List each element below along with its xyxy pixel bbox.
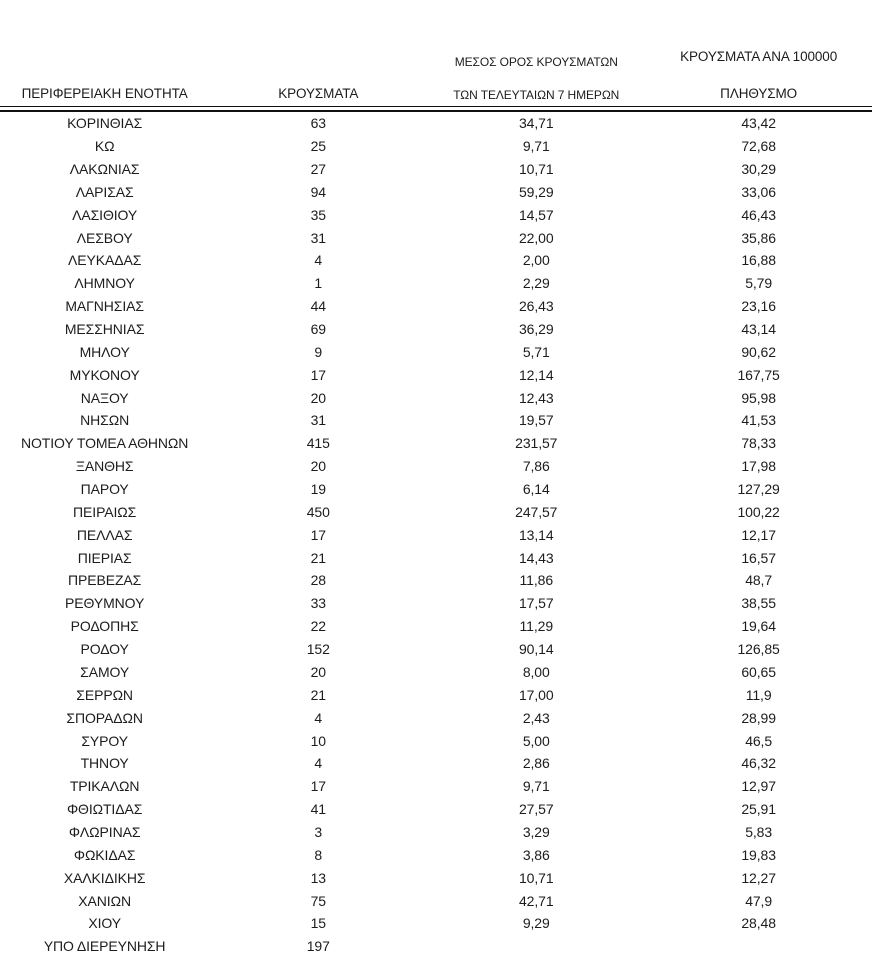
avg-7day-cell: 2,86 bbox=[522, 755, 550, 772]
region-cell: ΣΥΡΟΥ bbox=[81, 732, 128, 749]
per-100k-cell: 12,17 bbox=[741, 526, 776, 543]
region-cell: ΤΗΝΟΥ bbox=[80, 755, 129, 772]
cases-cell: 450 bbox=[306, 503, 330, 520]
cases-cell: 17 bbox=[310, 366, 326, 383]
per-100k-cell: 38,55 bbox=[741, 595, 776, 612]
avg-7day-cell: 7,86 bbox=[522, 458, 550, 475]
cases-cell: 35 bbox=[310, 206, 326, 223]
header-cases: ΚΡΟΥΣΜΑΤΑ bbox=[278, 85, 359, 101]
per-100k-cell: 78,33 bbox=[741, 435, 776, 452]
avg-7day-cell: 90,14 bbox=[518, 641, 554, 658]
table-row bbox=[0, 569, 872, 592]
cases-cell: 13 bbox=[310, 869, 326, 886]
per-100k-cell: 19,64 bbox=[741, 618, 776, 635]
table-row bbox=[0, 158, 872, 181]
avg-7day-cell: 5,00 bbox=[522, 732, 550, 749]
table-row bbox=[0, 455, 872, 478]
cases-cell: 152 bbox=[306, 641, 330, 658]
table-row bbox=[0, 272, 872, 295]
avg-7day-cell: 10,71 bbox=[518, 869, 554, 886]
region-cell: ΦΘΙΩΤΙΔΑΣ bbox=[66, 801, 143, 818]
per-100k-cell: 12,27 bbox=[741, 869, 776, 886]
cases-cell: 19 bbox=[310, 481, 326, 498]
cases-cell: 4 bbox=[314, 252, 323, 269]
region-cell: ΛΑΣΙΘΙΟΥ bbox=[72, 206, 138, 223]
header-avg-7day-line1: ΜΕΣΟΣ ΟΡΟΣ ΚΡΟΥΣΜΑΤΩΝ bbox=[454, 55, 618, 70]
per-100k-cell: 48,7 bbox=[745, 572, 773, 589]
avg-7day-cell: 59,29 bbox=[518, 183, 554, 200]
region-cell: ΛΑΚΩΝΙΑΣ bbox=[69, 161, 140, 178]
header-avg-7day-line2: ΤΩΝ ΤΕΛΕΥΤΑΙΩΝ 7 ΗΜΕΡΩΝ bbox=[453, 87, 620, 102]
cases-cell: 28 bbox=[310, 572, 326, 589]
cases-cell: 1 bbox=[314, 275, 323, 292]
region-cell: ΠΕΙΡΑΙΩΣ bbox=[73, 503, 137, 520]
cases-cell: 15 bbox=[310, 915, 326, 932]
table-row bbox=[0, 729, 872, 752]
cases-cell: 27 bbox=[310, 161, 326, 178]
region-cell: ΦΛΩΡΙΝΑΣ bbox=[68, 823, 141, 840]
region-cell: ΞΑΝΘΗΣ bbox=[75, 458, 134, 475]
table-row bbox=[0, 843, 872, 866]
region-cell: ΦΩΚΙΔΑΣ bbox=[73, 846, 136, 863]
region-cell: ΚΩ bbox=[94, 138, 115, 155]
table-row bbox=[0, 112, 872, 135]
region-cell: ΛΕΥΚΑΔΑΣ bbox=[68, 252, 142, 269]
avg-7day-cell: 2,43 bbox=[522, 709, 550, 726]
table-row bbox=[0, 432, 872, 455]
avg-7day-cell: 2,00 bbox=[522, 252, 550, 269]
per-100k-cell: 17,98 bbox=[741, 458, 776, 475]
cases-cell: 69 bbox=[310, 321, 326, 338]
per-100k-cell: 127,29 bbox=[737, 481, 780, 498]
avg-7day-cell: 247,57 bbox=[515, 503, 558, 520]
cases-cell: 25 bbox=[310, 138, 326, 155]
header-per-100k-line1: ΚΡΟΥΣΜΑΤΑ ΑΝΑ 100000 bbox=[680, 49, 838, 65]
per-100k-cell: 28,48 bbox=[741, 915, 776, 932]
avg-7day-cell: 13,14 bbox=[518, 526, 554, 543]
per-100k-cell: 41,53 bbox=[741, 412, 776, 429]
region-cell: ΧΙΟΥ bbox=[88, 915, 121, 932]
table-row bbox=[0, 706, 872, 729]
table-row bbox=[0, 523, 872, 546]
region-cell: ΛΑΡΙΣΑΣ bbox=[75, 183, 134, 200]
region-cell: ΜΗΛΟΥ bbox=[79, 343, 130, 360]
per-100k-cell: 5,79 bbox=[745, 275, 773, 292]
per-100k-cell: 43,42 bbox=[741, 115, 776, 132]
cases-cell: 94 bbox=[310, 183, 326, 200]
cases-cell: 75 bbox=[310, 892, 326, 909]
per-100k-cell: 16,88 bbox=[741, 252, 776, 269]
table-row bbox=[0, 912, 872, 935]
table-row bbox=[0, 615, 872, 638]
cases-cell: 17 bbox=[310, 526, 326, 543]
cases-cell: 31 bbox=[310, 229, 326, 246]
cases-cell: 41 bbox=[310, 801, 326, 818]
region-cell: ΥΠΟ ΔΙΕΡΕΥΝΗΣΗ bbox=[43, 938, 166, 955]
table-row bbox=[0, 226, 872, 249]
region-cell: ΛΗΜΝΟΥ bbox=[74, 275, 135, 292]
avg-7day-cell: 3,86 bbox=[522, 846, 550, 863]
avg-7day-cell: 12,14 bbox=[518, 366, 554, 383]
header-region: ΠΕΡΙΦΕΡΕΙΑΚΗ ΕΝΟΤΗΤΑ bbox=[21, 85, 188, 101]
table-row bbox=[0, 546, 872, 569]
per-100k-cell: 72,68 bbox=[741, 138, 776, 155]
avg-7day-cell: 12,43 bbox=[518, 389, 554, 406]
table-row bbox=[0, 683, 872, 706]
table-body bbox=[0, 112, 872, 958]
table-row bbox=[0, 798, 872, 821]
header-per-100k bbox=[645, 30, 872, 103]
avg-7day-cell: 8,00 bbox=[522, 663, 550, 680]
cases-cell: 63 bbox=[310, 115, 326, 132]
table-row bbox=[0, 135, 872, 158]
region-cell: ΠΕΛΛΑΣ bbox=[76, 526, 133, 543]
per-100k-cell: 23,16 bbox=[741, 298, 776, 315]
region-cell: ΛΕΣΒΟΥ bbox=[76, 229, 133, 246]
per-100k-cell: 47,9 bbox=[745, 892, 773, 909]
per-100k-cell: 46,5 bbox=[745, 732, 773, 749]
table-row bbox=[0, 478, 872, 501]
per-100k-cell: 95,98 bbox=[741, 389, 776, 406]
per-100k-cell: 12,97 bbox=[741, 778, 776, 795]
region-cell: ΡΟΔΟΥ bbox=[80, 641, 129, 658]
cases-cell: 20 bbox=[310, 389, 326, 406]
avg-7day-cell: 17,57 bbox=[518, 595, 554, 612]
cases-cell: 17 bbox=[310, 778, 326, 795]
region-cell: ΧΑΛΚΙΔΙΚΗΣ bbox=[63, 869, 146, 886]
cases-cell: 22 bbox=[310, 618, 326, 635]
avg-7day-cell: 11,29 bbox=[519, 618, 554, 635]
region-cell: ΣΕΡΡΩΝ bbox=[76, 686, 133, 703]
header-avg-7day bbox=[427, 38, 645, 103]
per-100k-cell: 11,9 bbox=[745, 686, 772, 703]
per-100k-cell: 100,22 bbox=[737, 503, 780, 520]
header-per-100k-line2: ΠΛΗΘΥΣΜΟ bbox=[720, 85, 798, 101]
cases-cell: 21 bbox=[310, 686, 326, 703]
avg-7day-cell: 14,43 bbox=[518, 549, 554, 566]
per-100k-cell: 16,57 bbox=[741, 549, 776, 566]
avg-7day-cell: 2,29 bbox=[522, 275, 550, 292]
region-cell: ΠΑΡΟΥ bbox=[80, 481, 129, 498]
per-100k-cell: 90,62 bbox=[741, 343, 776, 360]
table-row bbox=[0, 363, 872, 386]
region-cell: ΝΑΞΟΥ bbox=[80, 389, 129, 406]
region-cell: ΠΙΕΡΙΑΣ bbox=[77, 549, 132, 566]
table-row bbox=[0, 295, 872, 318]
cases-cell: 31 bbox=[310, 412, 326, 429]
table-row bbox=[0, 775, 872, 798]
avg-7day-cell: 27,57 bbox=[518, 801, 554, 818]
cases-cell: 44 bbox=[310, 298, 326, 315]
per-100k-cell: 25,91 bbox=[741, 801, 776, 818]
per-100k-cell: 126,85 bbox=[737, 641, 780, 658]
table-row bbox=[0, 638, 872, 661]
per-100k-cell: 30,29 bbox=[741, 161, 776, 178]
avg-7day-cell: 5,71 bbox=[522, 343, 550, 360]
table-row bbox=[0, 180, 872, 203]
cases-cell: 3 bbox=[314, 823, 323, 840]
avg-7day-cell: 14,57 bbox=[518, 206, 554, 223]
region-cell: ΝΟΤΙΟΥ ΤΟΜΕΑ ΑΘΗΝΩΝ bbox=[20, 435, 189, 452]
region-cell: ΧΑΝΙΩΝ bbox=[78, 892, 131, 909]
cases-cell: 20 bbox=[310, 663, 326, 680]
table-row bbox=[0, 889, 872, 912]
region-cell: ΡΕΘΥΜΝΟΥ bbox=[65, 595, 145, 612]
table-row bbox=[0, 249, 872, 272]
avg-7day-cell: 3,29 bbox=[522, 823, 550, 840]
region-cell: ΜΥΚΟΝΟΥ bbox=[69, 366, 140, 383]
cases-cell: 415 bbox=[306, 435, 330, 452]
per-100k-cell: 28,99 bbox=[741, 709, 776, 726]
region-cell: ΝΗΣΩΝ bbox=[80, 412, 130, 429]
per-100k-cell: 33,06 bbox=[741, 183, 776, 200]
cases-cell: 197 bbox=[306, 938, 330, 955]
table-row bbox=[0, 866, 872, 889]
cases-cell: 10 bbox=[310, 732, 326, 749]
per-100k-cell: 5,83 bbox=[745, 823, 773, 840]
avg-7day-cell: 9,29 bbox=[522, 915, 550, 932]
region-cell: ΜΕΣΣΗΝΙΑΣ bbox=[64, 321, 145, 338]
avg-7day-cell: 10,71 bbox=[518, 161, 554, 178]
per-100k-cell: 167,75 bbox=[737, 366, 780, 383]
avg-7day-cell: 17,00 bbox=[518, 686, 554, 703]
avg-7day-cell: 231,57 bbox=[515, 435, 558, 452]
cases-cell: 8 bbox=[314, 846, 323, 863]
table-row bbox=[0, 386, 872, 409]
region-cell: ΠΡΕΒΕΖΑΣ bbox=[68, 572, 142, 589]
avg-7day-cell: 26,43 bbox=[518, 298, 554, 315]
avg-7day-cell: 6,14 bbox=[522, 481, 550, 498]
table-row bbox=[0, 409, 872, 432]
table-row bbox=[0, 203, 872, 226]
per-100k-cell: 35,86 bbox=[741, 229, 776, 246]
per-100k-cell: 19,83 bbox=[741, 846, 776, 863]
region-cell: ΤΡΙΚΑΛΩΝ bbox=[69, 778, 140, 795]
avg-7day-cell: 42,71 bbox=[518, 892, 554, 909]
cases-cell: 9 bbox=[314, 343, 323, 360]
cases-cell: 4 bbox=[314, 755, 323, 772]
table-row bbox=[0, 821, 872, 844]
cases-cell: 20 bbox=[310, 458, 326, 475]
table-row bbox=[0, 752, 872, 775]
per-100k-cell: 43,14 bbox=[741, 321, 776, 338]
table-row bbox=[0, 661, 872, 684]
table-header-row bbox=[0, 30, 872, 106]
cases-cell: 21 bbox=[310, 549, 326, 566]
table-row bbox=[0, 592, 872, 615]
avg-7day-cell: 9,71 bbox=[522, 138, 550, 155]
table-row bbox=[0, 935, 872, 958]
avg-7day-cell: 19,57 bbox=[518, 412, 554, 429]
per-100k-cell: 60,65 bbox=[741, 663, 776, 680]
region-cell: ΣΠΟΡΑΔΩΝ bbox=[66, 709, 143, 726]
region-cell: ΣΑΜΟΥ bbox=[80, 663, 130, 680]
per-100k-cell: 46,43 bbox=[741, 206, 776, 223]
avg-7day-cell: 11,86 bbox=[519, 572, 554, 589]
region-cell: ΚΟΡΙΝΘΙΑΣ bbox=[67, 115, 143, 132]
region-cell: ΜΑΓΝΗΣΙΑΣ bbox=[65, 298, 144, 315]
avg-7day-cell: 22,00 bbox=[518, 229, 554, 246]
table-row bbox=[0, 340, 872, 363]
avg-7day-cell: 36,29 bbox=[518, 321, 554, 338]
table-row bbox=[0, 500, 872, 523]
per-100k-cell: 46,32 bbox=[741, 755, 776, 772]
cases-cell: 33 bbox=[310, 595, 326, 612]
cases-cell: 4 bbox=[314, 709, 323, 726]
region-cell: ΡΟΔΟΠΗΣ bbox=[70, 618, 139, 635]
table-row bbox=[0, 318, 872, 341]
avg-7day-cell: 34,71 bbox=[518, 115, 554, 132]
avg-7day-cell: 9,71 bbox=[522, 778, 550, 795]
